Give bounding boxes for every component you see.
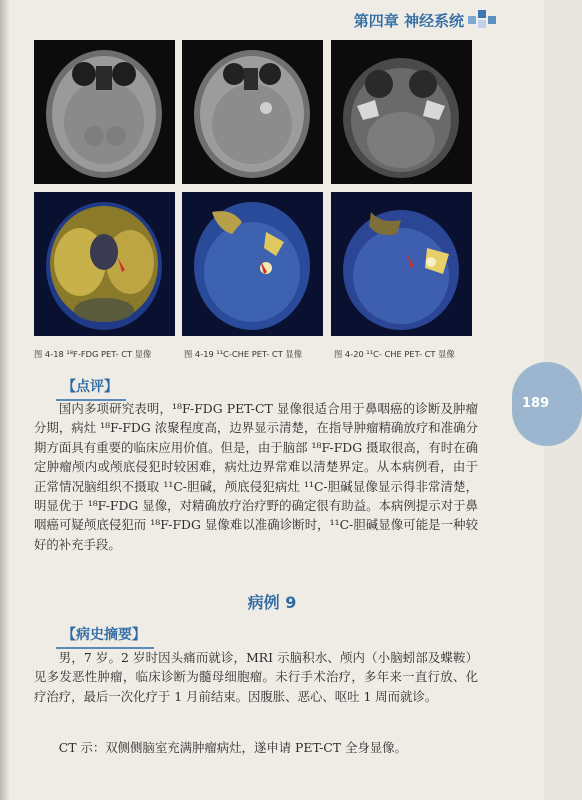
- page-header: [300, 4, 544, 34]
- history-heading-text: 【病史摘要】: [62, 627, 146, 643]
- header-decoration-icon: [468, 10, 498, 32]
- history-heading: [56, 622, 154, 647]
- ct-scan-image-2: [182, 40, 323, 184]
- pet-ct-fusion-image-2: [182, 192, 323, 336]
- review-heading-text: 【点评】: [62, 379, 118, 395]
- chapter-title: 第四章 神经系统: [353, 12, 464, 30]
- figure-panels: [34, 40, 472, 342]
- review-heading: [56, 374, 126, 399]
- ct-paragraph: CT 示：双侧侧脑室充满肿瘤病灶，遂申请 PET-CT 全身显像。: [58, 740, 407, 755]
- page-number: 189: [522, 396, 550, 411]
- figure-caption-3: 图 4-20 ¹¹C- CHE PET- CT 显像: [334, 349, 455, 359]
- figure-caption-1: 图 4-18 ¹⁸F-FDG PET- CT 显像: [34, 349, 152, 359]
- ct-scan-image-3: [331, 40, 472, 184]
- pet-ct-fusion-image-1: [34, 192, 175, 336]
- history-paragraph: 男，7 岁。2 岁时因头痛而就诊，MRI 示脑积水、颅内（小脑蚓部及蝶鞍）见多发恶性肿瘤，临床诊断为髓母细胞瘤。未行手术治疗，多年来一直行放、化疗治疗，最后一次化疗于 1 月前结束。因腹胀、恶心、呕吐 1 周而就诊。: [34, 650, 478, 704]
- case-title: 病例 9: [247, 593, 297, 612]
- ct-scan-image-1: [34, 40, 175, 184]
- pet-ct-fusion-image-3: [331, 192, 472, 336]
- review-paragraph: 国内多项研究表明，¹⁸F-FDG PET-CT 显像很适合用于鼻咽癌的诊断及肿瘤分期，病灶 ¹⁸F-FDG 浓聚程度高，边界显示清楚，在指导肿瘤精确放疗和准确分期方面具有重要的临床应用价值。但是，由于脑部 ¹⁸F-FDG 摄取很高，有时在确定肿瘤颅内或颅底侵犯时较困难，病灶边界常难以清楚界定。从本病例看，由于正常情况脑组织不摄取 ¹¹C-胆碱，颅底侵犯病灶 ¹¹C-胆碱显像显示得非常清楚，明显优于 ¹⁸F-FDG 显像，对精确放疗治疗野的确定很有助益。本病例提示对于鼻咽癌可疑颅底侵犯而 ¹⁸F-FDG 显像难以准确诊断时，¹¹C-胆碱显像可能是一种较好的补充手段。: [34, 401, 478, 552]
- figure-caption-2: 图 4-19 ¹¹C-CHE PET- CT 显像: [184, 349, 303, 359]
